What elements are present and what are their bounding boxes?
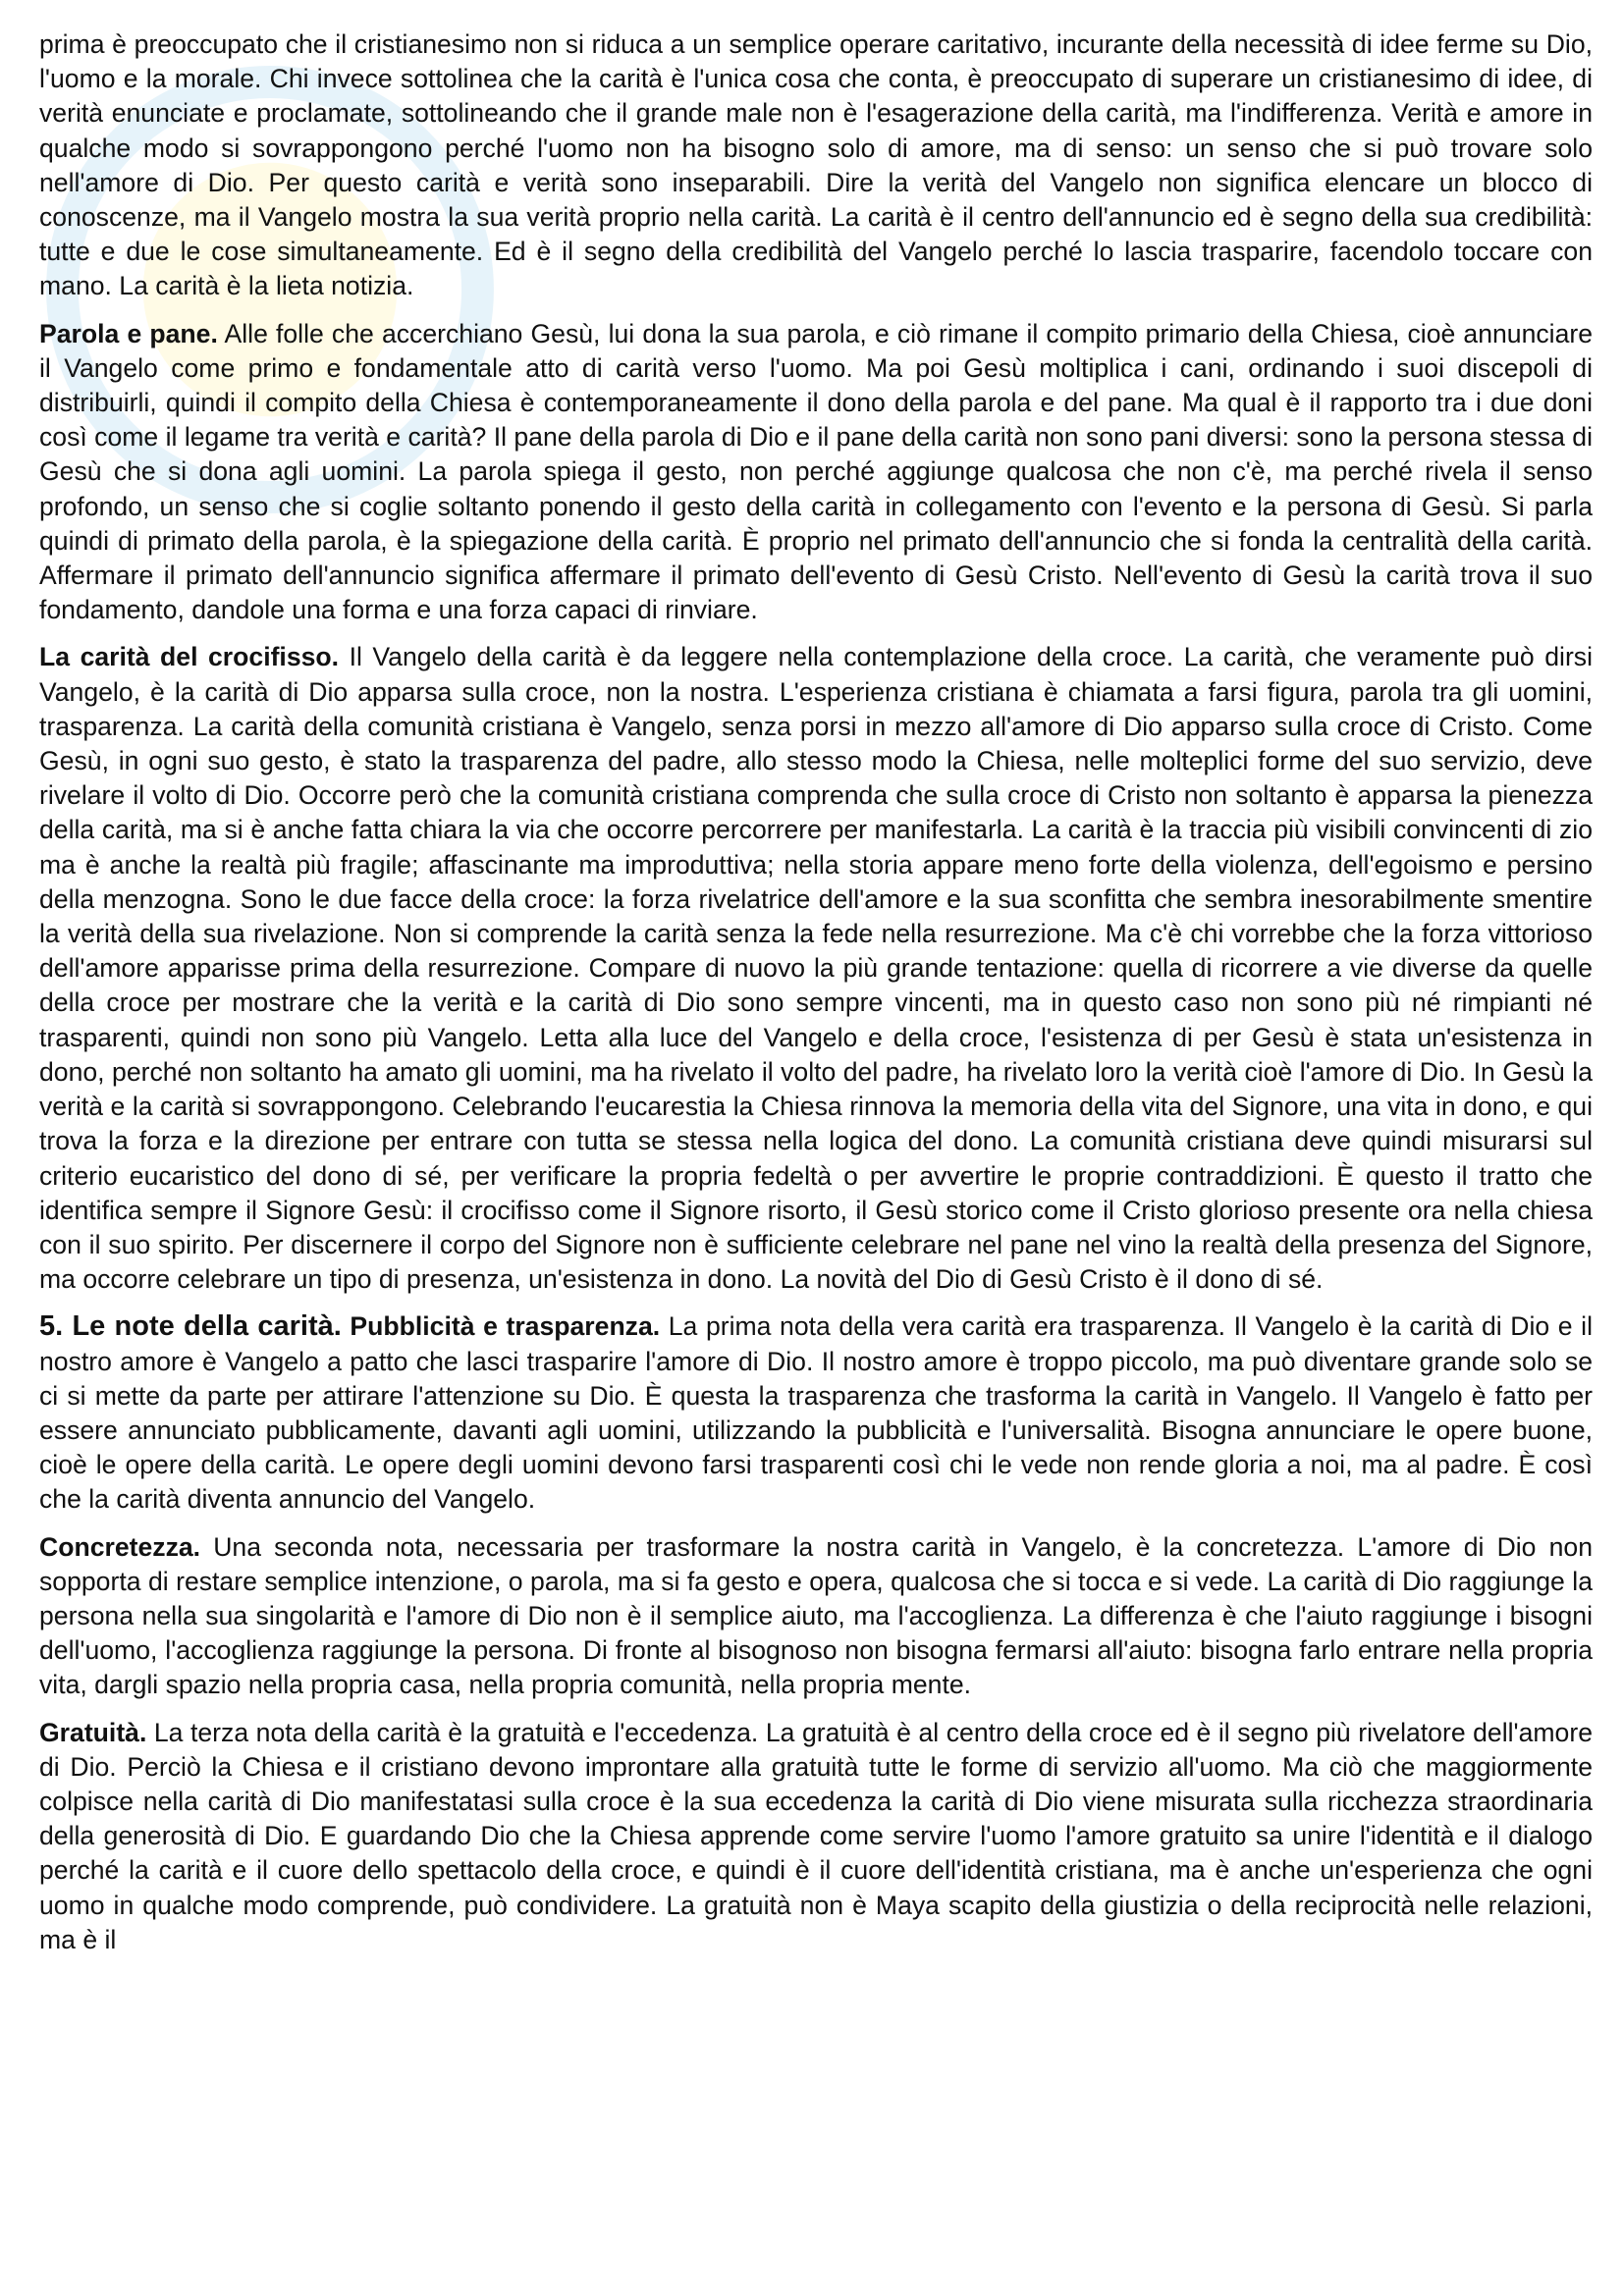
paragraph-heading: Concretezza. xyxy=(39,1531,201,1562)
paragraph-gratuita xyxy=(39,1716,1593,1957)
paragraph-note-carita xyxy=(39,1309,1593,1517)
paragraph-intro-text: prima è preoccupato che il cristianesimo non si riduca a un semplice operare caritativo, incurante della necessità di idee ferme su Dio, l'uomo e la morale. Chi invece sottolinea che la carità è l'unica cosa che conta, è preoccupato di superare un cristianesimo di idee, di verità enunciate e proclamate, sottolineando che il grande male non è l'esagerazione della carità, ma l'indifferenza. Verità e amore in qualche modo si sovrappongono perché l'uomo non ha bisogno solo di amore, ma di senso: un senso che si può trovare solo nell'amore di Dio. Per questo carità e verità sono inseparabili. Dire la verità del Vangelo non significa elencare un blocco di conoscenze, ma il Vangelo mostra la sua verità proprio nella carità. La carità è il centro dell'annuncio ed è segno della sua credibilità: tutte e due le cose simultaneamente. Ed è il segno della credibilità del Vangelo perché lo lascia trasparire, facendolo toccare con mano. La carità è la lieta notizia. xyxy=(39,29,1593,301)
paragraph-parola-e-pane xyxy=(39,317,1593,628)
paragraph-body: La prima nota della vera carità era trasparenza. Il Vangelo è la carità di Dio e il nostro amore è Vangelo a patto che lasci trasparire l'amore di Dio. Il nostro amore è troppo piccolo, ma può diventare grande solo se ci si mette da parte per attirare l'attenzione su Dio. È questa la trasparenza che trasforma la carità in Vangelo. Il Vangelo è fatto per essere annunciato pubblicamente, davanti agli uomini, utilizzando la pubblicità e l'universalità. Bisogna annunciare le opere buone, cioè le opere della carità. Le opere degli uomini devono farsi trasparenti così chi le vede non rende gloria a noi, ma al padre. È così che la carità diventa annuncio del Vangelo. xyxy=(39,1311,1593,1515)
paragraph-body: Il Vangelo della carità è da leggere nella contemplazione della croce. La carità, che veramente può dirsi Vangelo, è la carità di Dio apparsa sulla croce, non la nostra. L'esperienza cristiana è chiamata a farsi figura, parola tra gli uomini, trasparenza. La carità della comunità cristiana è Vangelo, senza porsi in mezzo all'amore di Dio apparso sulla croce di Cristo. Come Gesù, in ogni suo gesto, è stato la trasparenza del padre, allo stesso modo la Chiesa, nelle molteplici forme del suo servizio, deve rivelare il volto di Dio. Occorre però che la comunità cristiana comprenda che sulla croce di Cristo non soltanto è apparsa la pienezza della carità, ma si è anche fatta chiara la via che occorre percorrere per manifestarla. La carità è la traccia più visibili convincenti di zio ma è anche la realtà più fragile; affascinante ma improduttiva; nella storia appare meno forte della violenza, dell'egoismo e persino della menzogna. Sono le due facce della croce: la forza rivelatrice dell'amore e la sua sconfitta che sembra inesorabilmente smentire la verità della sua rivelazione. Non si comprende la carità senza la fede nella resurrezione. Ma c'è chi vorrebbe che la forza vittorioso dell'amore apparisse prima della resurrezione. Compare di nuovo la più grande tentazione: quella di ricorrere a vie diverse da quelle della croce per mostrare che la verità e la carità di Dio sono sempre vincenti, ma in questo caso non sono più né rimpianti né trasparenti, quindi non sono più Vangelo. Letta alla luce del Vangelo e della croce, l'esistenza di per Gesù è stata un'esistenza in dono, perché non soltanto ha amato gli uomini, ma ha rivelato il volto del padre, ha rivelato loro la verità cioè l'amore di Dio. In Gesù la verità e la carità si sovrappongono. Celebrando l'eucarestia la Chiesa rinnova la memoria della vita del Signore, una vita in dono, e qui trova la forza e la direzione per entrare con tutta se stessa nella logica del dono. La comunità cristiana deve quindi misurarsi sul criterio eucaristico del dono di sé, per verificare la propria fedeltà o per avvertire le proprie contraddizioni. È questo il tratto che identifica sempre il Signore Gesù: il crocifisso come il Signore risorto, il Gesù storico come il Cristo glorioso presente ora nella chiesa con il suo spirito. Per discernere il corpo del Signore non è sufficiente celebrare nel pane nel vino la realtà della presenza del Signore, ma occorre celebrare un tipo di presenza, un'esistenza in dono. La novità del Dio di Gesù Cristo è il dono di sé. xyxy=(39,642,1594,1295)
paragraph-body: La terza nota della carità è la gratuità e l'eccedenza. La gratuità è al centro della croce ed è il segno più rivelatore dell'amore di Dio. Perciò la Chiesa e il cristiano devono improntare alla gratuità tutte le forme di servizio all'uomo. Ma ciò che maggiormente colpisce nella carità di Dio manifestatasi sulla croce è la sua eccedenza la carità di Dio viene misurata sulla ricchezza straordinaria della generosità di Dio. E guardando Dio che la Chiesa apprende come servire l'uomo l'amore gratuito sa unire l'identità e il dialogo perché la carità e il cuore dello spettacolo della croce, e quindi è il cuore dell'identità cristiana, ma è anche un'esperienza che ogni uomo in qualche modo comprende, può condividere. La gratuità non è Maya scapito della giustizia o della reciprocità nelle relazioni, ma è il xyxy=(39,1717,1593,1954)
section-heading: 5. Le note della carità. xyxy=(39,1310,342,1343)
document-page xyxy=(39,27,1593,1970)
paragraph-body: Alle folle che accerchiano Gesù, lui dona la sua parola, e ciò rimane il compito primario della Chiesa, cioè annunciare il Vangelo come primo e fondamentale atto di carità verso l'uomo. Ma poi Gesù moltiplica i cani, ordinando i suoi discepoli di distribuirli, quindi il compito della Chiesa è contemporaneamente il dono della parola e del pane. Ma qual è il rapporto tra i due doni così come il legame tra verità e carità? Il pane della parola di Dio e il pane della carità non sono pani diversi: sono la persona stessa di Gesù che si dona agli uomini. La parola spiega il gesto, non perché aggiunge qualcosa che non c'è, ma perché rivela il senso profondo, un senso che si coglie soltanto ponendo il gesto della carità in collegamento con l'evento e la persona di Gesù. Si parla quindi di primato della parola, è la spiegazione della carità. È proprio nel primato dell'annuncio che si fonda la centralità della carità. Affermare il primato dell'annuncio significa affermare il primato dell'evento di Gesù Cristo. Nell'evento di Gesù la carità trova il suo fondamento, dandole una forma e una forza capaci di rinviare. xyxy=(39,318,1594,625)
paragraph-carita-crocifisso xyxy=(39,640,1593,1297)
paragraph-heading: Gratuità. xyxy=(39,1717,147,1747)
paragraph-body: Una seconda nota, necessaria per trasformare la nostra carità in Vangelo, è la concretezza. L'amore di Dio non sopporta di restare semplice intenzione, o parola, ma si fa gesto e opera, qualcosa che si tocca e si vede. La carità di Dio raggiunge la persona nella sua singolarità e l'amore di Dio non è il semplice aiuto, ma l'accoglienza. La differenza è che l'aiuto raggiunge i bisogni dell'uomo, l'accoglienza raggiunge la persona. Di fronte al bisognoso non bisogna fermarsi all'aiuto: bisogna farlo entrare nella propria vita, dargli spazio nella propria casa, nella propria comunità, nella propria mente. xyxy=(39,1531,1593,1700)
paragraph-concretezza xyxy=(39,1530,1593,1703)
paragraph-heading: Parola e pane. xyxy=(39,318,218,348)
paragraph-heading: Pubblicità e trasparenza. xyxy=(341,1311,661,1342)
paragraph-intro xyxy=(39,27,1593,304)
paragraph-heading: La carità del crocifisso. xyxy=(39,642,340,672)
